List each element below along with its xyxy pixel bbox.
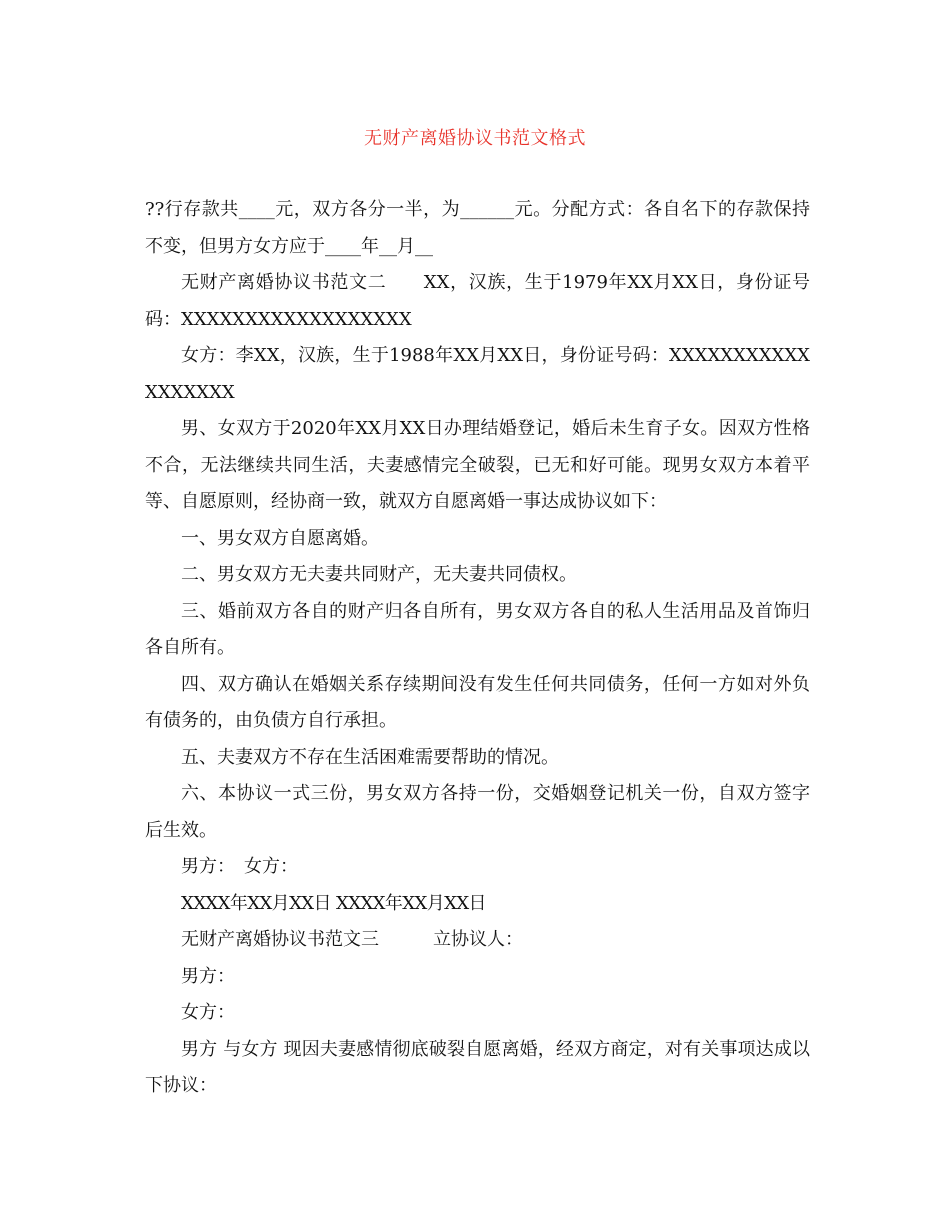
clause-5: 五、夫妻双方不存在生活困难需要帮助的情况。 <box>181 746 559 768</box>
paragraph-marriage-background: 男、女双方于2020年XX月XX日办理结婚登记，婚后未生育子女。因双方性格不合，无法继续共同生活，夫妻感情完全破裂，已无和好可能。现男女双方本着平等、自愿原则，经协商一致，就双方自愿离婚一事达成协议如下： <box>145 418 810 512</box>
paragraph-sample-three-heading: 无财产离婚协议书范文三 立协议人： <box>181 929 523 950</box>
paragraph-agreement-intro: 男方 与女方 现因夫妻感情彻底破裂自愿离婚，经双方商定，对有关事项达成以下协议： <box>145 1038 810 1096</box>
party-female-label: 女方： <box>181 1002 235 1023</box>
signature-dates: XXXX年XX月XX日 XXXX年XX月XX日 <box>181 892 486 914</box>
paragraph-sample-two-party: 无财产离婚协议书范文二 XX，汉族，生于1979年XX月XX日，身份证号码：XXXXXXXXXXXXXXXXXX <box>145 272 810 330</box>
clause-2: 二、男女双方无夫妻共同财产，无夫妻共同债权。 <box>181 564 577 585</box>
clause-4: 四、双方确认在婚姻关系存续期间没有发生任何共同债务，任何一方如对外负有债务的，由负债方自行承担。 <box>145 673 810 731</box>
clause-1: 一、男女双方自愿离婚。 <box>181 527 379 549</box>
paragraph-deposit: ??行存款共____元，双方各分一半，为______元。分配方式：各自名下的存款保持不变，但男方女方应于____年__月__ <box>145 199 810 257</box>
clause-3: 三、婚前双方各自的财产归各自所有，男女双方各自的私人生活用品及首饰归各自所有。 <box>145 600 810 658</box>
clause-6: 六、本协议一式三份，男女双方各持一份，交婚姻登记机关一份，自双方签字后生效。 <box>145 783 810 841</box>
signature-labels: 男方： 女方： <box>181 856 298 877</box>
document-body <box>145 192 810 1105</box>
party-male-label: 男方： <box>181 965 235 987</box>
document-title: 无财产离婚协议书范文格式 <box>364 128 586 149</box>
paragraph-female-party: 女方：李XX，汉族，生于1988年XX月XX日，身份证号码：XXXXXXXXXXXXXXXXXX <box>145 345 810 403</box>
